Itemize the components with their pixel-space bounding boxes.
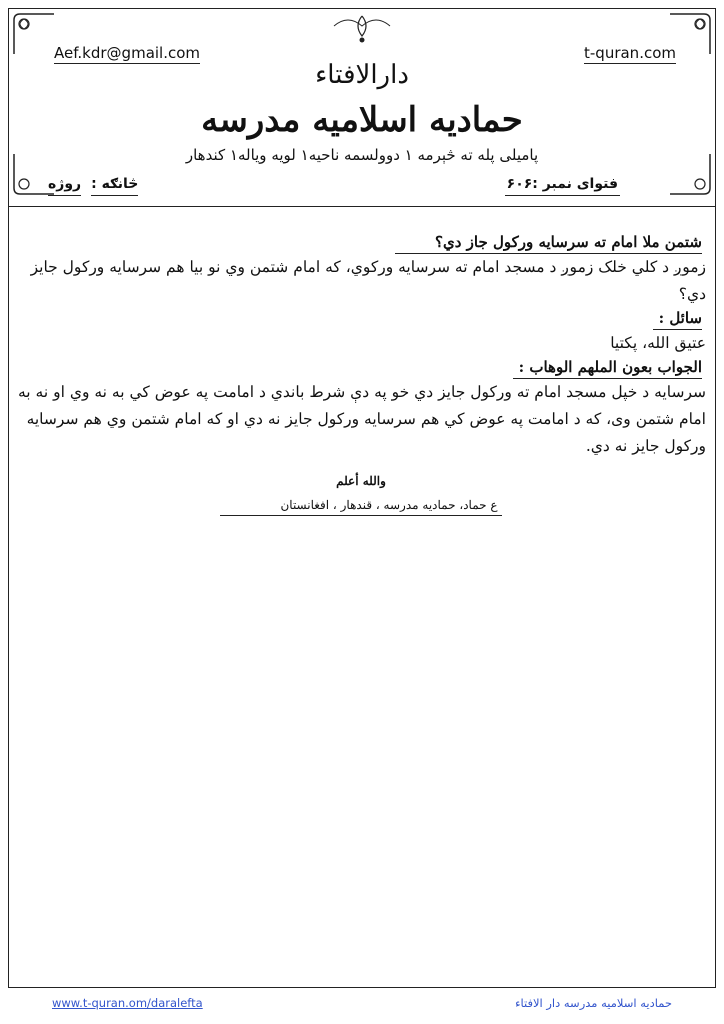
signature-block bbox=[14, 474, 708, 516]
category-value: روژه bbox=[48, 176, 81, 196]
question-title: شتمن ملا امام ته سرسایه ورکول جاز دي؟ bbox=[395, 233, 702, 254]
answer-text: سرسایه د خپل مسجد امام ته ورکول جایز دي خو په دې شرط باندي د امامت په عوض کي به نه وي او نه به امام شتمن وی، که د امامت په عوض کي هم سرسایه ورکول جایز نه دي او که امام شتمن وي هم سرسایه ورکول جایز نه دي. bbox=[18, 383, 706, 455]
category-label: څانګه : bbox=[91, 176, 138, 196]
address-line: پامیلی پله ته څېرمه ۱ دوولسمه ناحیه۱ لویه ویاله۱ کندهار bbox=[185, 146, 539, 164]
category bbox=[48, 176, 138, 196]
answer-heading: الجواب بعون الملهم الوهاب : bbox=[513, 358, 702, 379]
email-address: Aef.kdr@gmail.com bbox=[54, 44, 201, 62]
dar-ul-ifta-title: دارالافتاء bbox=[315, 60, 409, 90]
asker-name: عتیق الله، پکتیا bbox=[610, 334, 706, 352]
asker-label: سائل : bbox=[653, 309, 702, 330]
signature-name: ع حماد، حمادیه مدرسه ، قندهار ، افغانستان bbox=[220, 494, 501, 516]
fatwa-number: فتوای نمبر :۶۰۶ bbox=[505, 176, 620, 196]
question-text: زموږ د کلي خلک زموږ د مسجد امام ته سرسایه ورکوي، که امام شتمن وي نو بیا هم سرسایه ورکول جایز دي؟ bbox=[30, 258, 706, 303]
signature-closing: والله أعلم bbox=[336, 474, 386, 488]
fatwa-body bbox=[14, 232, 708, 516]
website-address: t-quran.com bbox=[584, 44, 676, 62]
madrasa-title: حمادیه اسلامیه مدرسه bbox=[201, 100, 523, 140]
header-divider bbox=[8, 206, 716, 207]
footer-link[interactable]: www.t-quran.om/daralefta bbox=[52, 996, 203, 1010]
footer-institution: حمادیه اسلامیه مدرسه دار الافتاء bbox=[515, 996, 672, 1010]
corner-ornament-icon bbox=[10, 10, 58, 58]
top-ornament-icon bbox=[330, 12, 394, 46]
